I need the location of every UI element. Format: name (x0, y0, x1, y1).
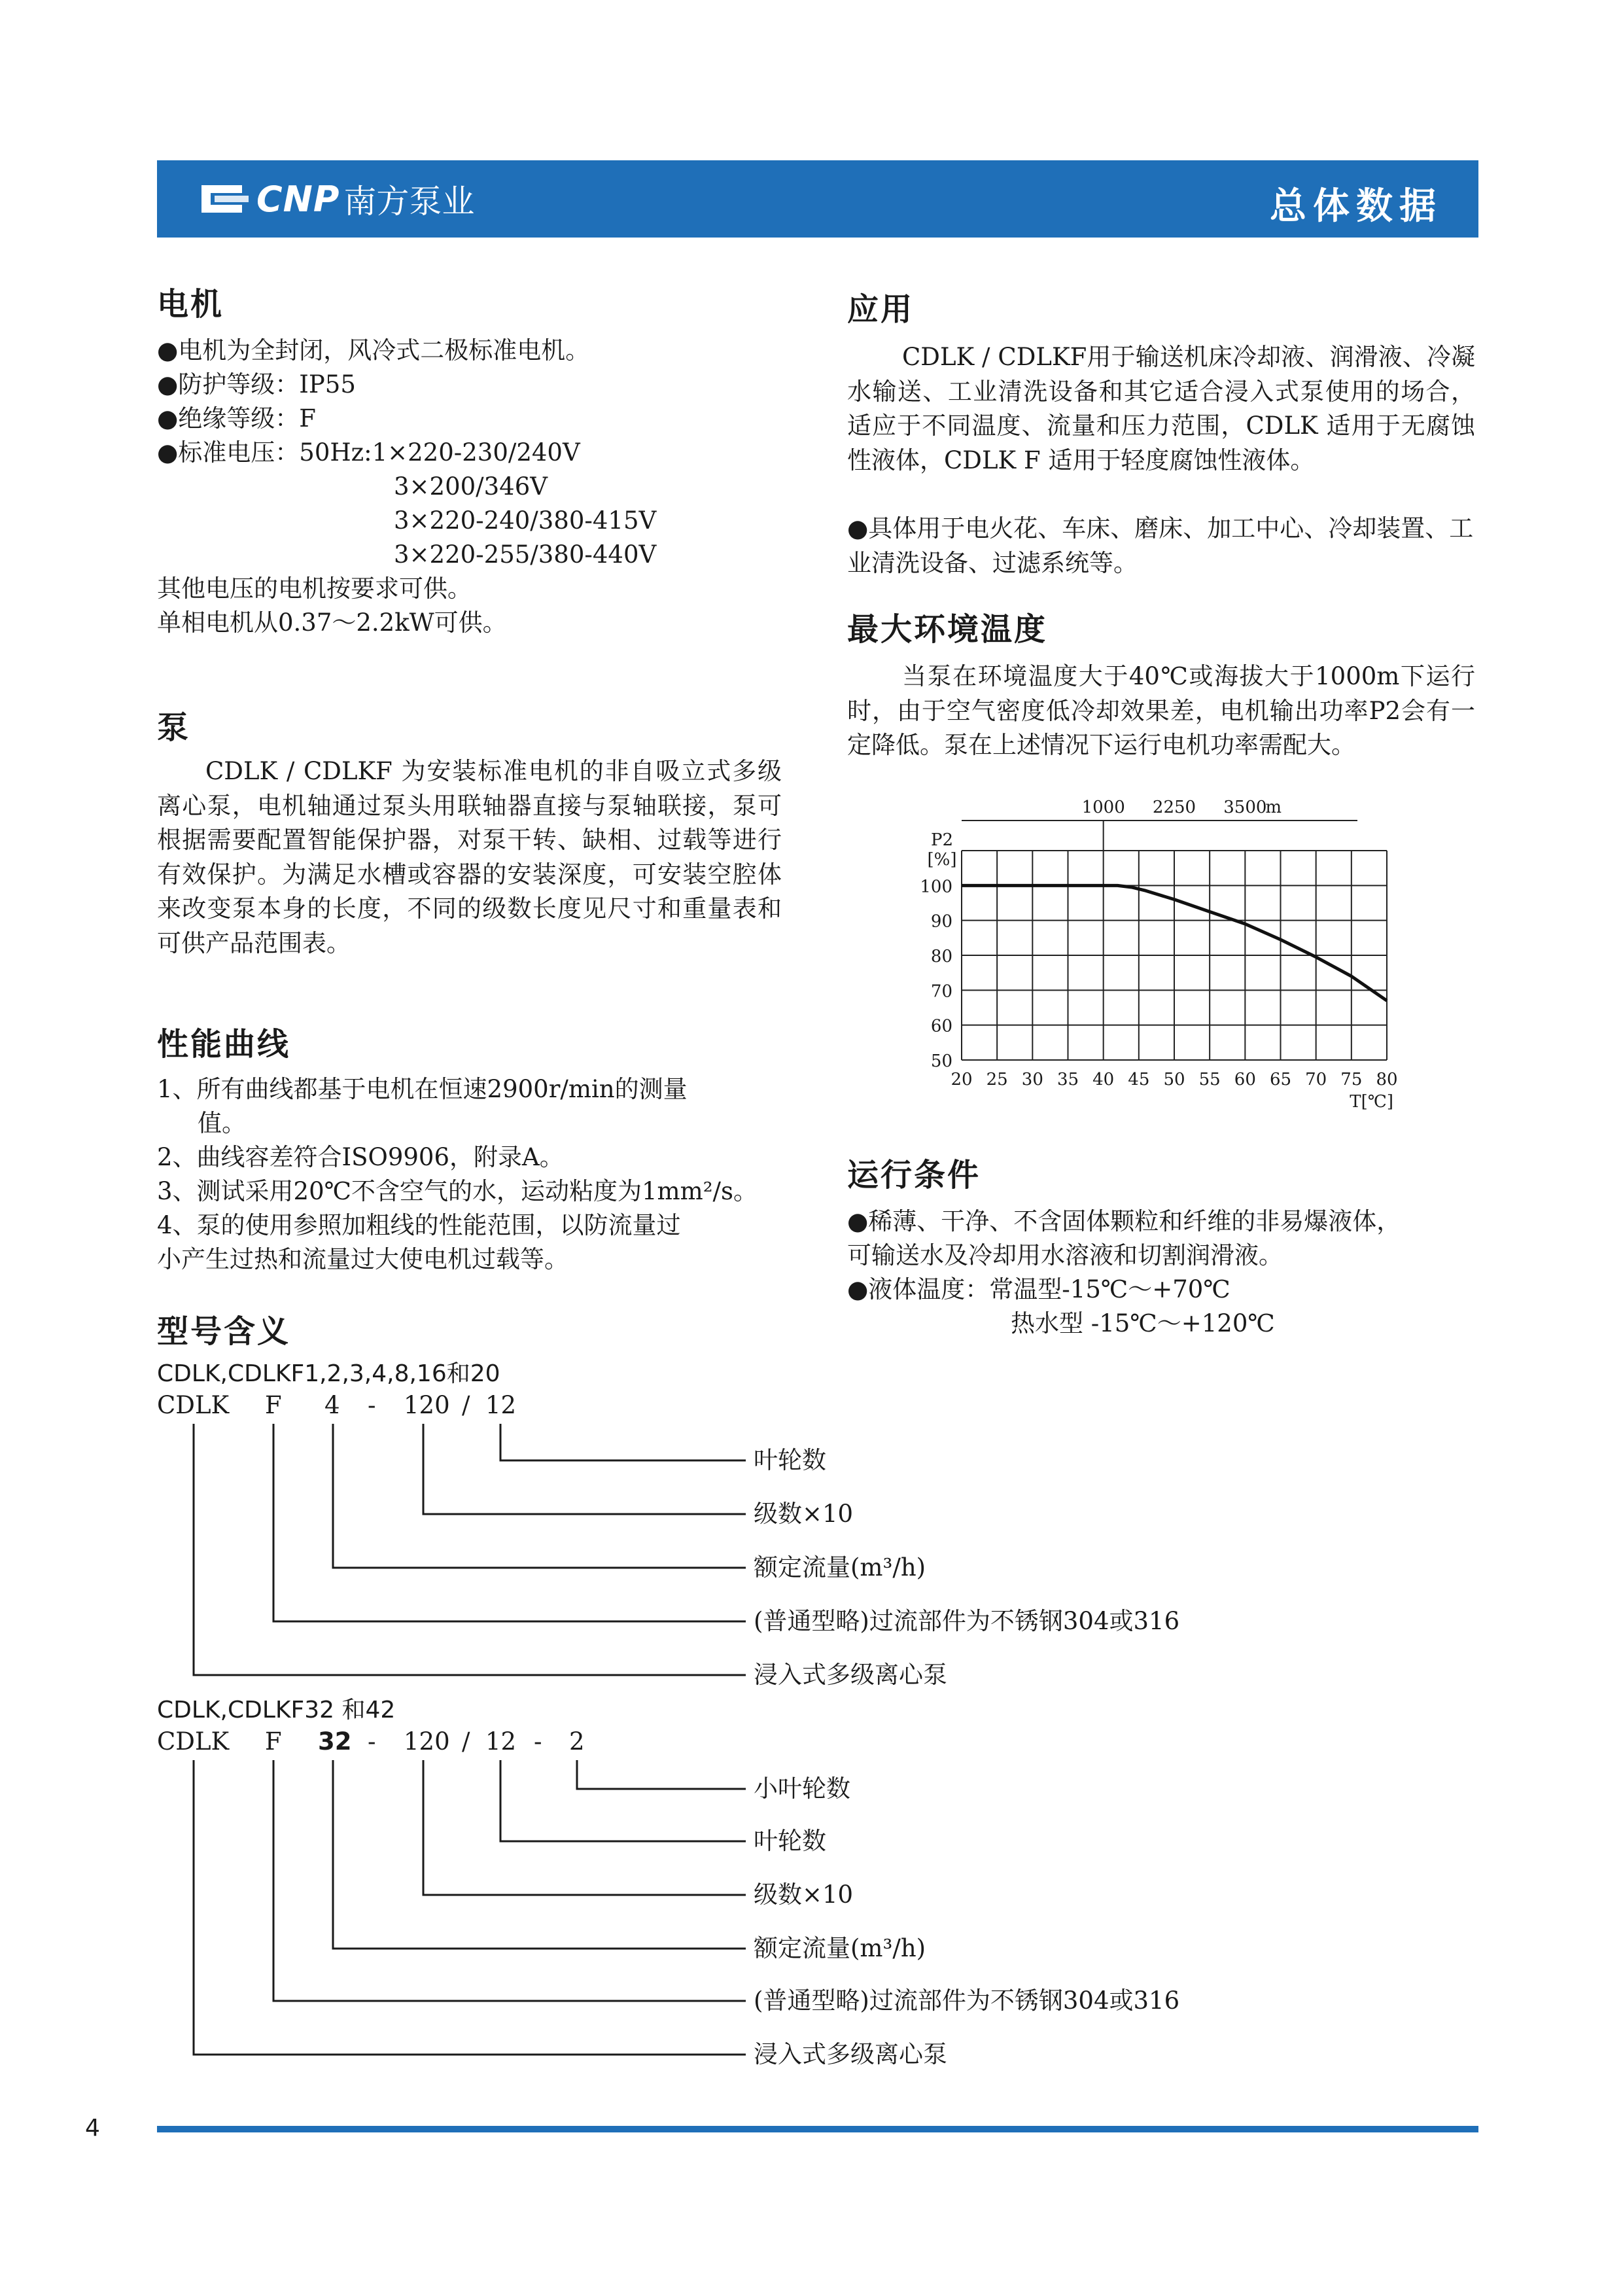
page-header (157, 160, 1478, 238)
code-part: CDLK (157, 1727, 230, 1756)
y-tick-label: 90 (930, 911, 952, 932)
model-legend-label: 额定流量(m³/h) (754, 1553, 926, 1581)
code-part: / (462, 1391, 470, 1419)
motor-line: ●绝缘等级：F (157, 404, 316, 433)
model-legend-label: 浸入式多级离心泵 (754, 1661, 947, 1689)
code-part: CDLK (157, 1391, 230, 1419)
derating-chart (877, 792, 1452, 1132)
model-legend-label: 浸入式多级离心泵 (754, 2040, 947, 2068)
model-legend-label: (普通型略)过流部件为不锈钢304或316 (754, 1607, 1180, 1635)
cnp-logo-icon (196, 179, 253, 219)
model-legend-label: 小叶轮数 (754, 1775, 850, 1803)
performance-item: 3、测试采用20℃不含空气的水，运动粘度为1mm²/s。 (157, 1177, 758, 1205)
x-tick-label: 25 (986, 1070, 1008, 1089)
footer-rule (157, 2126, 1478, 2132)
motor-line: 3×220-240/380-415V (394, 506, 657, 535)
x-tick-label: 70 (1305, 1070, 1327, 1089)
motor-line: ●电机为全封闭，风冷式二极标准电机。 (157, 336, 590, 364)
code-part: F (265, 1391, 282, 1419)
y-axis-label: P2 (930, 830, 954, 850)
motor-line: ●防护等级：IP55 (157, 370, 356, 398)
company-logo (196, 175, 474, 223)
conditions-line: ●稀薄、干净、不含固体颗粒和纤维的非易爆液体， (847, 1207, 1401, 1235)
model-legend-label: 级数×10 (754, 1881, 854, 1909)
x-tick-label: 20 (951, 1070, 973, 1089)
code-part: 4 (324, 1391, 340, 1419)
x-tick-label: 75 (1340, 1070, 1363, 1089)
model-legend-label: 叶轮数 (754, 1446, 826, 1474)
x-tick-label: 65 (1269, 1070, 1292, 1089)
code-part: / (462, 1727, 470, 1756)
conditions-line: 可输送水及冷却用水溶液和切割润滑液。 (847, 1241, 1283, 1269)
altitude-unit-label: m (1265, 798, 1282, 817)
y-axis-unit: [%] (927, 850, 957, 870)
x-tick-label: 60 (1234, 1070, 1256, 1089)
performance-item: 小产生过热和流量过大使电机过载等。 (157, 1245, 568, 1273)
pump-heading: 泵 (157, 709, 191, 746)
application-uses: ●具体用于电火花、车床、磨床、加工中心、冷却装置、工业清洗设备、过滤系统等。 (847, 514, 1474, 577)
altitude-tick-label: 1000 (1081, 798, 1125, 817)
brand-name-cn: 南方泵业 (343, 183, 475, 221)
y-tick-label: 60 (930, 1016, 952, 1036)
model-legend-label: (普通型略)过流部件为不锈钢304或316 (754, 1987, 1180, 2015)
code-part: 2 (569, 1727, 585, 1756)
x-tick-label: 45 (1128, 1070, 1150, 1089)
code-part: - (368, 1391, 376, 1419)
code-part: 120 (404, 1727, 450, 1756)
x-tick-label: 55 (1198, 1070, 1221, 1089)
conditions-line: 热水型 -15℃～+120℃ (1011, 1309, 1275, 1337)
motor-line: ●标准电压：50Hz:1×220-230/240V (157, 438, 580, 467)
model-group1-subtitle: CDLK,CDLKF1,2,3,4,8,16和20 (157, 1360, 500, 1387)
x-tick-label: 50 (1163, 1070, 1185, 1089)
derating-chart-svg (877, 792, 1452, 1132)
code-part: - (534, 1727, 542, 1756)
motor-line: 3×220-255/380-440V (394, 540, 657, 569)
model-legend-label: 级数×10 (754, 1500, 854, 1528)
performance-item: 1、所有曲线都基于电机在恒速2900r/min的测量 (157, 1075, 688, 1103)
motor-heading: 电机 (157, 286, 224, 323)
code-part: 32 (318, 1727, 352, 1756)
motor-line: 3×200/346V (394, 472, 548, 501)
motor-line: 单相电机从0.37～2.2kW可供。 (157, 609, 507, 637)
motor-line: 其他电压的电机按要求可供。 (157, 574, 472, 603)
brand-name: CNP (256, 178, 340, 220)
ambient-heading: 最大环境温度 (847, 611, 1048, 648)
code-part: 12 (485, 1391, 517, 1419)
performance-item: 值。 (198, 1109, 246, 1137)
code-part: 120 (404, 1391, 450, 1419)
x-tick-label: 30 (1021, 1070, 1043, 1089)
model-heading: 型号含义 (157, 1313, 291, 1350)
performance-item: 4、泵的使用参照加粗线的性能范围，以防流量过 (157, 1211, 681, 1239)
performance-item: 2、曲线容差符合ISO9906，附录A。 (157, 1143, 564, 1171)
application-description: CDLK / CDLKF用于输送机床冷却液、润滑液、冷凝水输送、工业清洗设备和其它适合浸入式泵使用的场合，适应于不同温度、流量和压力范围，CDLK 适用于无腐蚀性液体，CDLK F 适用于轻度腐蚀性液体。 (847, 343, 1475, 474)
performance-heading: 性能曲线 (157, 1026, 291, 1063)
code-part: 12 (485, 1727, 517, 1756)
altitude-tick-label: 3500 (1223, 798, 1267, 817)
y-tick-label: 50 (930, 1051, 952, 1071)
ambient-description: 当泵在环境温度大于40℃或海拔大于1000m下运行时，由于空气密度低冷却效果差，电机输出功率P2会有一定降低。泵在上述情况下运行电机功率需配大。 (847, 662, 1475, 759)
code-part: F (265, 1727, 282, 1756)
code-part: - (368, 1727, 376, 1756)
pump-description: CDLK / CDLKF 为安装标准电机的非自吸立式多级离心泵，电机轴通过泵头用联轴器直接与泵轴联接，泵可根据需要配置智能保护器，对泵干转、缺相、过载等进行有效保护。为满足水槽或容器的安装深度，可安装空腔体来改变泵本身的长度，不同的级数长度见尺寸和重量表和可供产品范围表。 (157, 757, 782, 957)
model-legend-label: 叶轮数 (754, 1827, 826, 1855)
y-tick-label: 70 (930, 981, 952, 1002)
x-tick-label: 35 (1056, 1070, 1079, 1089)
application-heading: 应用 (847, 291, 915, 328)
page-title: 总体数据 (1270, 185, 1442, 228)
conditions-heading: 运行条件 (847, 1157, 981, 1193)
y-tick-label: 100 (920, 877, 952, 897)
y-tick-label: 80 (930, 947, 952, 966)
model-legend-label: 额定流量(m³/h) (754, 1934, 926, 1962)
x-tick-label: 40 (1092, 1070, 1115, 1089)
altitude-tick-label: 2250 (1152, 798, 1196, 817)
conditions-line: ●液体温度：常温型-15℃～+70℃ (847, 1275, 1230, 1303)
x-tick-label: 80 (1376, 1070, 1398, 1089)
x-axis-label: T[℃] (1350, 1092, 1393, 1112)
model-group2-subtitle: CDLK,CDLKF32 和42 (157, 1697, 396, 1723)
page-number: 4 (85, 2115, 100, 2142)
